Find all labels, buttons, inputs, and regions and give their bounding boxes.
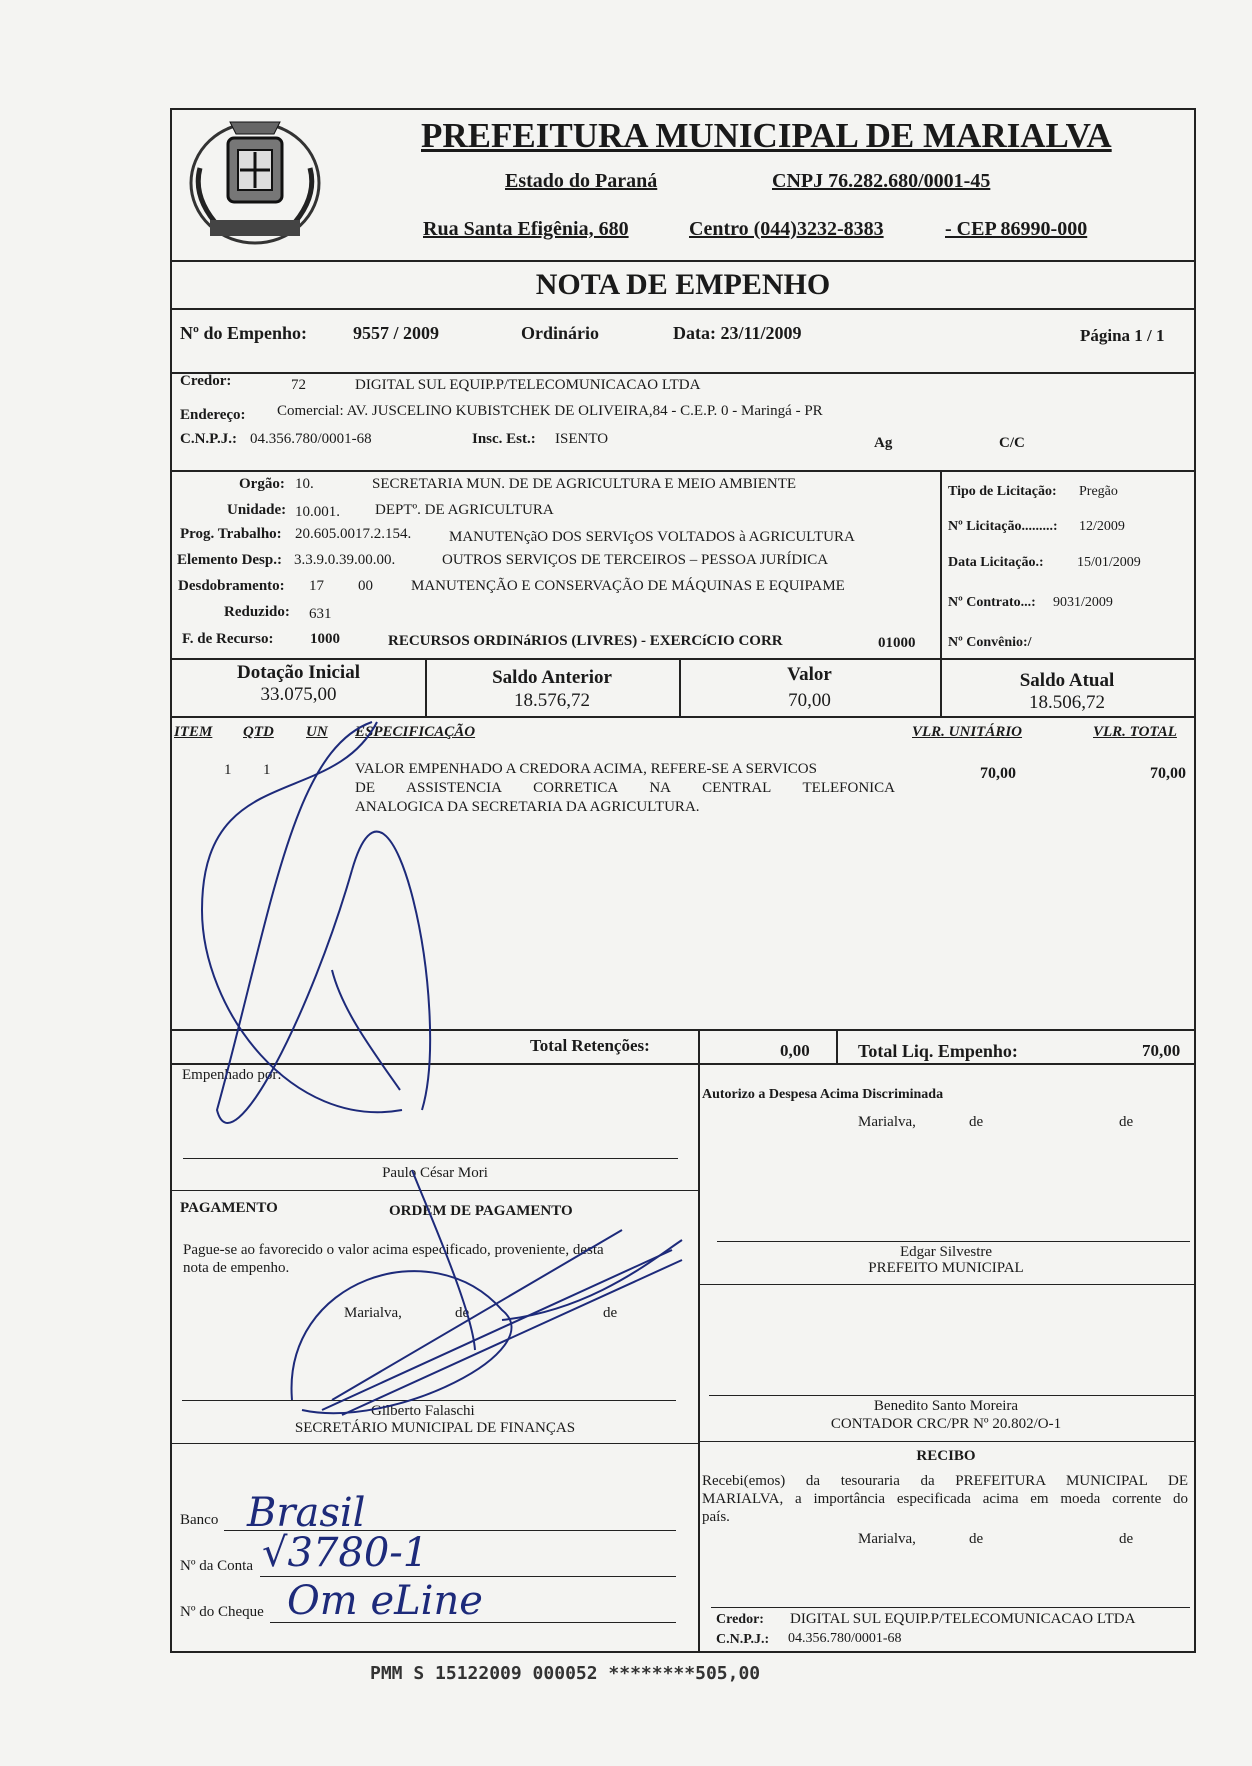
address-label: Rua Santa Efigênia, 680 — [423, 218, 629, 240]
cheque-handwritten: Om eLine — [287, 1578, 483, 1624]
empenhado-label: Empenhado por: — [182, 1067, 282, 1083]
autorizo-de1: de — [969, 1114, 984, 1130]
dotacao-label: Dotação Inicial — [237, 662, 360, 683]
empenhado-name: Paulo César Mori — [382, 1165, 488, 1181]
saldo-anterior-label: Saldo Anterior — [492, 667, 612, 688]
cheque-label: Nº do Cheque — [180, 1604, 264, 1620]
district-phone-label: Centro (044)3232-8383 — [689, 218, 884, 240]
pagamento-city: Marialva, — [344, 1305, 402, 1321]
desdobramento-value-b: 00 — [358, 578, 373, 594]
pagamento-text2: nota de empenho. — [183, 1260, 290, 1276]
col-item: ITEM — [174, 724, 213, 740]
pagamento-text1: Pague-se ao favorecido o valor acima especificado, proveniente, desta — [183, 1242, 604, 1258]
orgao-desc: SECRETARIA MUN. DE DE AGRICULTURA E MEIO AMBIENTE — [372, 476, 797, 492]
recibo-label: RECIBO — [916, 1448, 976, 1464]
credor-code: 72 — [291, 377, 306, 393]
saldo-atual-value: 18.506,72 — [1029, 692, 1105, 713]
fonte-code: 01000 — [878, 635, 916, 651]
saldo-anterior-value: 18.576,72 — [514, 690, 590, 711]
orgao-label: Orgão: — [239, 476, 285, 492]
desdobramento-label: Desdobramento: — [178, 578, 285, 594]
tipo-licitacao-value: Pregão — [1079, 484, 1118, 499]
bank-stamp: PMM S 15122009 000052 ********505,00 — [370, 1663, 761, 1684]
insc-label: Insc. Est.: — [472, 431, 536, 447]
credor-label: Credor: — [180, 373, 232, 389]
row-vlr-unitario: 70,00 — [980, 765, 1016, 782]
recibo-de1: de — [969, 1531, 984, 1547]
document-frame — [170, 108, 1196, 1653]
page-number: Página 1 / 1 — [1080, 326, 1165, 345]
valor-value: 70,00 — [788, 690, 831, 711]
recibo-city: Marialva, — [858, 1531, 916, 1547]
secretario-role: SECRETÁRIO MUNICIPAL DE FINANÇAS — [294, 1420, 576, 1436]
doc-title: NOTA DE EMPENHO — [535, 268, 831, 301]
row-desc-line1: VALOR EMPENHADO A CREDORA ACIMA, REFERE-SE A SERVICOS — [355, 761, 817, 777]
pagamento-de2: de — [603, 1305, 618, 1321]
empenho-date: Data: 23/11/2009 — [673, 323, 802, 343]
contador-role: CONTADOR CRC/PR Nº 20.802/O-1 — [830, 1416, 1062, 1432]
contrato-value: 9031/2009 — [1053, 595, 1113, 610]
dotacao-value: 33.075,00 — [260, 684, 337, 705]
col-un: UN — [306, 724, 328, 740]
empenho-number: 9557 / 2009 — [353, 323, 440, 343]
empenho-number-label: Nº do Empenho: — [180, 323, 307, 343]
recibo-cnpj-value: 04.356.780/0001-68 — [788, 1631, 902, 1646]
fonte-label: F. de Recurso: — [182, 631, 274, 647]
elemento-desc: OUTROS SERVIÇOS DE TERCEIROS – PESSOA JURÍDICA — [442, 552, 829, 568]
row-desc-line3: ANALOGICA DA SECRETARIA DA AGRICULTURA. — [355, 799, 700, 815]
unidade-label: Unidade: — [227, 502, 287, 518]
signature-strokes — [172, 110, 1194, 1653]
cep-label: - CEP 86990-000 — [945, 218, 1088, 240]
recibo-line1: Recebi(emos) da tesouraria da PREFEITURA MUNICIPAL DE — [702, 1473, 1188, 1489]
row-vlr-total: 70,00 — [1150, 765, 1186, 782]
state-label: Estado do Paraná — [505, 170, 658, 192]
row-desc-line2: DE ASSISTENCIA CORRETICA NA CENTRAL TELEFONICA — [355, 780, 895, 796]
cc-label: C/C — [999, 435, 1025, 451]
page-title: PREFEITURA MUNICIPAL DE MARIALVA — [421, 116, 1112, 155]
cnpj-credor-label: C.N.P.J.: — [180, 431, 237, 447]
recibo-line3: país. — [702, 1509, 730, 1525]
row-item: 1 — [224, 762, 232, 778]
prog-desc: MANUTENçãO DOS SERVIçOS VOLTADOS à AGRICULTURA — [449, 529, 855, 545]
elemento-value: 3.3.9.0.39.00.00. — [294, 552, 396, 568]
ordem-pagamento-label: ORDEM DE PAGAMENTO — [389, 1203, 573, 1219]
num-licitacao-label: Nº Licitação.........: — [948, 519, 1058, 534]
credor-name: DIGITAL SUL EQUIP.P/TELECOMUNICACAO LTDA — [355, 377, 701, 393]
autorizo-label: Autorizo a Despesa Acima Discriminada — [702, 1087, 944, 1102]
contador-name: Benedito Santo Moreira — [873, 1398, 1019, 1414]
prefeito-role: PREFEITO MUNICIPAL — [868, 1260, 1024, 1276]
cnpj-label: CNPJ 76.282.680/0001-45 — [772, 170, 991, 192]
col-especificacao: ESPECIFICAÇÃO — [355, 724, 476, 740]
row-qtd: 1 — [263, 762, 271, 778]
total-retencoes-label: Total Retenções: — [530, 1036, 650, 1055]
endereco-value: Comercial: AV. JUSCELINO KUBISTCHEK DE OLIVEIRA,84 - C.E.P. 0 - Maringá - PR — [277, 403, 823, 419]
prog-value: 20.605.0017.2.154. — [295, 526, 412, 542]
unidade-value: 10.001. — [295, 504, 340, 520]
col-qtd: QTD — [243, 724, 274, 740]
endereco-label: Endereço: — [180, 407, 246, 423]
tipo-licitacao-label: Tipo de Licitação: — [948, 484, 1057, 499]
autorizo-city: Marialva, — [858, 1114, 916, 1130]
prefeito-name: Edgar Silvestre — [899, 1244, 993, 1260]
conta-handwritten: √3780-1 — [262, 1530, 429, 1576]
prog-label: Prog. Trabalho: — [180, 526, 282, 542]
total-liq-label: Total Liq. Empenho: — [858, 1041, 1018, 1061]
pagamento-label: PAGAMENTO — [180, 1200, 278, 1216]
elemento-label: Elemento Desp.: — [177, 552, 282, 568]
recibo-cnpj-label: C.N.P.J.: — [716, 1632, 770, 1647]
convenio-label: Nº Convênio:/ — [948, 635, 1032, 650]
total-liq-value: 70,00 — [1142, 1041, 1181, 1060]
autorizo-de2: de — [1119, 1114, 1134, 1130]
recibo-de2: de — [1119, 1531, 1134, 1547]
pagamento-de1: de — [455, 1305, 470, 1321]
reduzido-value: 631 — [309, 606, 332, 622]
recibo-credor-value: DIGITAL SUL EQUIP.P/TELECOMUNICACAO LTDA — [790, 1611, 1136, 1627]
valor-label: Valor — [787, 664, 832, 685]
saldo-atual-label: Saldo Atual — [1019, 670, 1115, 691]
ag-label: Ag — [874, 435, 893, 451]
data-licitacao-label: Data Licitação.: — [948, 555, 1044, 570]
num-licitacao-value: 12/2009 — [1079, 519, 1125, 534]
fonte-value: 1000 — [310, 631, 340, 647]
banco-handwritten: Brasil — [247, 1490, 366, 1536]
recibo-credor-label: Credor: — [716, 1612, 764, 1627]
data-licitacao-value: 15/01/2009 — [1077, 555, 1141, 570]
banco-label: Banco — [180, 1512, 219, 1528]
desdobramento-value-a: 17 — [309, 578, 324, 594]
conta-label: Nº da Conta — [180, 1558, 253, 1574]
recibo-line2: MARIALVA, a importância especificada acima em moeda corrente do — [702, 1491, 1188, 1507]
col-vlr-unitario: VLR. UNITÁRIO — [912, 724, 1023, 740]
orgao-value: 10. — [295, 476, 314, 492]
desdobramento-desc: MANUTENÇÃO E CONSERVAÇÃO DE MÁQUINAS E EQUIPAME — [411, 578, 845, 594]
cnpj-credor-value: 04.356.780/0001-68 — [250, 431, 372, 447]
contrato-label: Nº Contrato...: — [948, 595, 1036, 610]
secretario-name: Gilberto Falaschi — [371, 1403, 475, 1419]
fonte-desc: RECURSOS ORDINáRIOS (LIVRES) - EXERCíCIO CORR — [388, 633, 783, 649]
reduzido-label: Reduzido: — [224, 604, 290, 620]
insc-value: ISENTO — [555, 431, 609, 447]
empenho-type: Ordinário — [521, 323, 600, 343]
unidade-desc: DEPTº. DE AGRICULTURA — [375, 502, 554, 518]
total-retencoes-value: 0,00 — [780, 1041, 810, 1060]
col-vlr-total: VLR. TOTAL — [1093, 724, 1177, 740]
